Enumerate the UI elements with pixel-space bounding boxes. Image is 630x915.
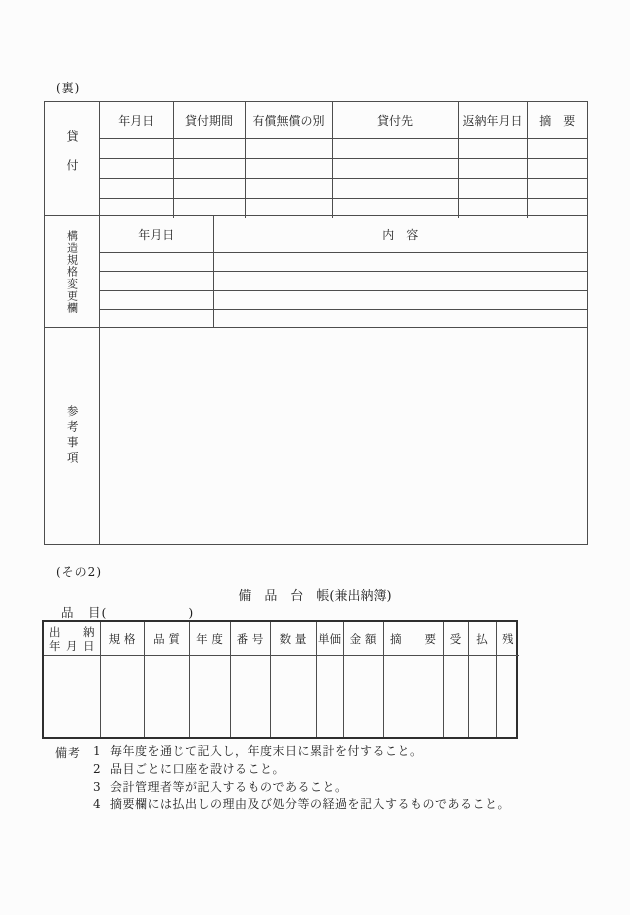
table-row xyxy=(100,291,587,310)
header-unit-price: 単価 xyxy=(316,622,343,656)
reference-items-empty-area xyxy=(100,328,587,544)
empty-cell xyxy=(458,139,527,159)
empty-cell xyxy=(173,179,245,199)
back-side-label: (裏) xyxy=(56,81,81,95)
header-date: 年月日 xyxy=(100,216,213,253)
note-number: 2 xyxy=(93,761,101,776)
structure-change-label: 構造規格変更欄 xyxy=(65,229,79,314)
header-content: 内 容 xyxy=(213,216,587,253)
note-number: 1 xyxy=(93,744,101,758)
item-name-line: 品 目( ) xyxy=(61,605,195,620)
empty-cell xyxy=(213,253,587,272)
empty-cell xyxy=(230,656,270,738)
empty-cell xyxy=(332,159,458,179)
table-row xyxy=(44,656,519,738)
lending-section-label-cell xyxy=(45,102,100,215)
header-amount: 金 額 xyxy=(343,622,383,656)
empty-cell xyxy=(100,310,213,329)
empty-cell xyxy=(44,656,100,738)
lending-grid xyxy=(100,102,587,215)
note-item xyxy=(93,762,510,780)
header-fiscal-year: 年 度 xyxy=(189,622,230,656)
structure-change-label-cell xyxy=(45,216,100,327)
empty-cell xyxy=(100,139,173,159)
note-text: 摘要欄には払出しの理由及び処分等の経過を記入するものであること。 xyxy=(110,797,511,812)
table-row xyxy=(100,253,587,272)
empty-cell xyxy=(332,179,458,199)
empty-cell xyxy=(527,179,587,199)
empty-cell xyxy=(213,310,587,329)
reference-items-section xyxy=(45,328,587,544)
header-date: 年月日 xyxy=(100,102,173,139)
table-row xyxy=(100,310,587,329)
empty-cell xyxy=(458,159,527,179)
empty-cell xyxy=(173,139,245,159)
structure-change-header-row xyxy=(100,216,587,253)
header-specification: 規 格 xyxy=(100,622,144,656)
header-paid: 払 xyxy=(468,622,496,656)
notes-block xyxy=(55,744,510,815)
header-lending-period: 貸付期間 xyxy=(173,102,245,139)
empty-cell xyxy=(383,656,443,738)
note-text: 毎年度を通じて記入し，年度末日に累計を付すること。 xyxy=(110,744,423,758)
table-row xyxy=(100,272,587,291)
empty-cell xyxy=(527,159,587,179)
header-remarks: 摘 要 xyxy=(527,102,587,139)
lending-header-row xyxy=(100,102,587,139)
structure-change-grid xyxy=(100,216,587,327)
empty-cell xyxy=(100,159,173,179)
empty-cell xyxy=(527,139,587,159)
note-text: 会計管理者等が記入するものであること。 xyxy=(110,779,348,794)
table-row xyxy=(100,159,587,179)
table-row xyxy=(100,139,587,159)
empty-cell xyxy=(100,179,173,199)
header-remarks: 摘 要 xyxy=(383,622,443,656)
lending-section-label: 貸付 xyxy=(65,129,79,188)
empty-cell xyxy=(332,139,458,159)
empty-cell xyxy=(100,291,213,310)
header-receipt-payment-date-line1: 出 納 xyxy=(49,624,95,639)
empty-cell xyxy=(245,159,332,179)
empty-cell xyxy=(213,291,587,310)
empty-cell xyxy=(245,139,332,159)
equipment-ledger-table xyxy=(42,620,518,739)
header-receipt-payment-date xyxy=(44,622,100,656)
lending-section xyxy=(45,102,587,216)
reference-items-label-cell xyxy=(45,328,100,544)
empty-cell xyxy=(100,656,144,738)
note-number: 3 xyxy=(93,779,101,794)
header-quantity: 数 量 xyxy=(270,622,316,656)
empty-cell xyxy=(316,656,343,738)
table-row xyxy=(100,179,587,199)
empty-cell xyxy=(496,656,519,738)
reference-items-label: 参考事項 xyxy=(65,405,80,467)
ledger-header-row xyxy=(44,622,519,656)
part2-label: (その2) xyxy=(56,565,102,579)
note-item xyxy=(93,744,510,762)
empty-cell xyxy=(245,179,332,199)
empty-cell xyxy=(100,272,213,291)
empty-cell xyxy=(443,656,468,738)
empty-cell xyxy=(468,656,496,738)
notes-label: 備考 xyxy=(55,746,82,760)
note-text: 品目ごとに口座を設けること。 xyxy=(110,761,286,776)
empty-cell xyxy=(173,159,245,179)
empty-cell xyxy=(100,253,213,272)
header-lending-destination: 貸付先 xyxy=(332,102,458,139)
note-item xyxy=(93,797,510,815)
header-balance: 残 xyxy=(496,622,519,656)
header-number: 番 号 xyxy=(230,622,270,656)
header-return-date: 返納年月日 xyxy=(458,102,527,139)
structure-change-section xyxy=(45,216,587,328)
header-quality: 品 質 xyxy=(144,622,189,656)
header-receipt-payment-date-line2: 年 月 日 xyxy=(49,638,95,653)
empty-cell xyxy=(213,272,587,291)
empty-cell xyxy=(270,656,316,738)
empty-cell xyxy=(189,656,230,738)
ledger-title: 備 品 台 帳(兼出納簿) xyxy=(238,589,392,604)
empty-cell xyxy=(458,179,527,199)
note-item xyxy=(93,780,510,798)
empty-cell xyxy=(343,656,383,738)
note-number: 4 xyxy=(93,797,101,812)
header-paid-or-free: 有償無償の別 xyxy=(245,102,332,139)
lending-and-reference-table xyxy=(44,101,588,545)
notes-items xyxy=(93,744,510,815)
empty-cell xyxy=(144,656,189,738)
header-received: 受 xyxy=(443,622,468,656)
